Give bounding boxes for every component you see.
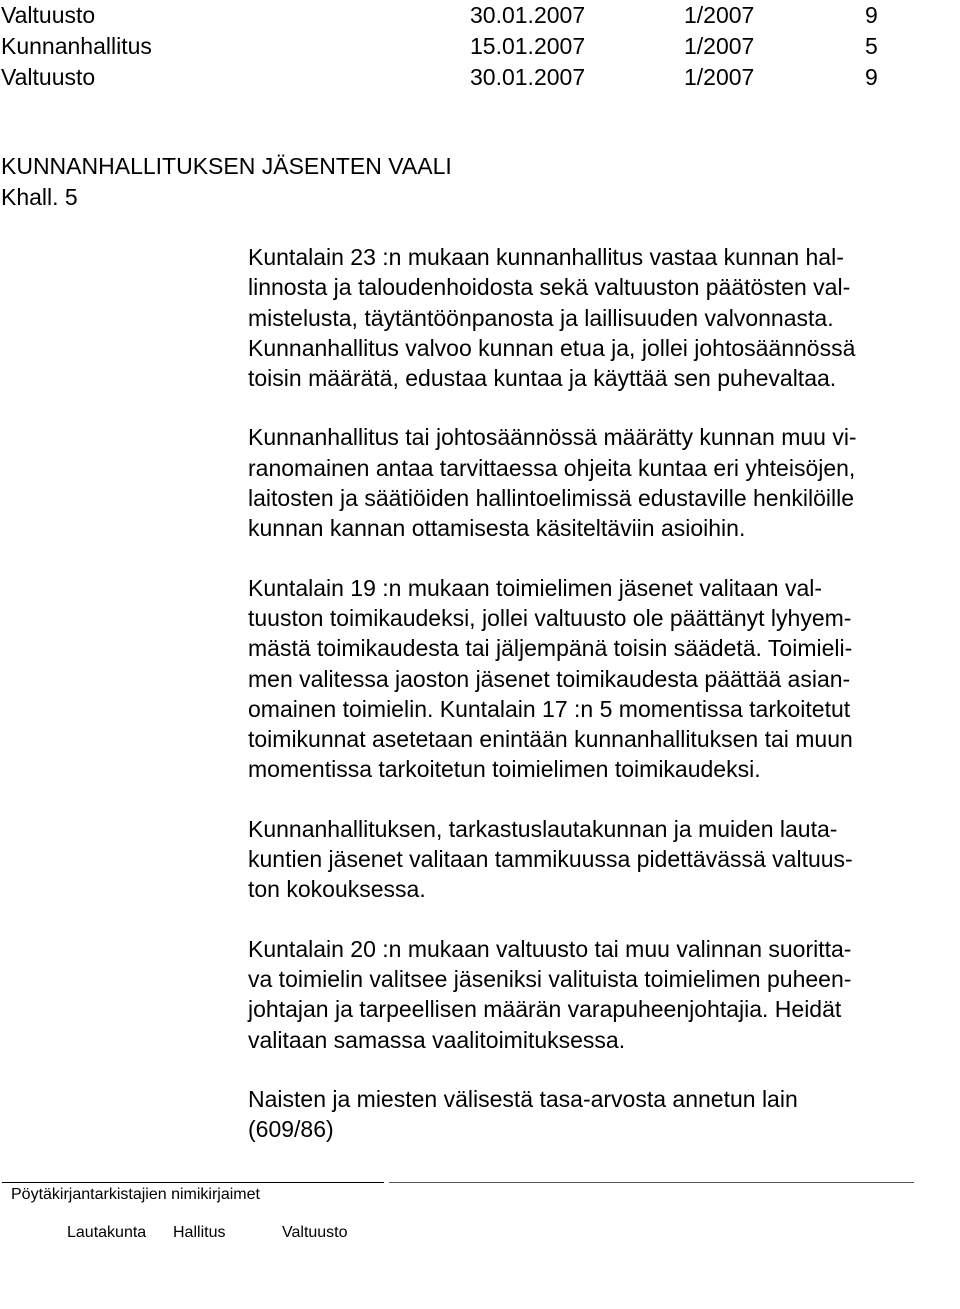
paragraph-ohjeet	[248, 422, 960, 543]
text-line: ton kokouksessa.	[248, 876, 426, 903]
history-date: 30.01.2007	[470, 64, 586, 90]
text-line: kunnan kannan ottamisesta käsiteltäviin asioihin.	[248, 515, 746, 542]
text-line: tuuston toimikaudeksi, jollei valtuusto ole päättänyt lyhyem-	[248, 604, 852, 631]
history-number: 1/2007	[684, 64, 755, 90]
paragraph-tasa-arvolaki	[248, 1084, 960, 1145]
text-line: ranomainen antaa tarvittaessa ohjeita kuntaa eri yhteisöjen,	[248, 454, 856, 481]
text-line: men valitessa jaoston jäsenet toimikaudesta päättää asian-	[248, 665, 851, 692]
paragraph-jasenvaali	[248, 814, 960, 905]
text-line: omainen toimielin. Kuntalain 17 :n 5 momentissa tarkoitetut	[248, 695, 851, 722]
paragraph-kuntalaki-20	[248, 934, 960, 1055]
footer-column-hallitus: Hallitus	[173, 1224, 226, 1241]
history-body: Valtuusto	[1, 64, 96, 90]
section-title: KUNNANHALLITUKSEN JÄSENTEN VAALI	[1, 153, 452, 179]
history-date: 15.01.2007	[470, 33, 586, 59]
text-line: va toimielin valitsee jäseniksi valituista toimielimen puheen-	[248, 965, 852, 992]
text-line: Kuntalain 20 :n mukaan valtuusto tai muu valinnan suoritta-	[248, 935, 852, 962]
text-line: linnosta ja taloudenhoidosta sekä valtuuston päätösten val-	[248, 274, 851, 301]
history-date: 30.01.2007	[470, 2, 586, 28]
history-body: Kunnanhallitus	[1, 33, 152, 59]
paragraph-kuntalaki-19	[248, 573, 960, 785]
paragraph-kuntalaki-23	[248, 242, 960, 393]
footer-divider-right	[389, 1182, 914, 1183]
text-line: Kuntalain 19 :n mukaan toimielimen jäsenet valitaan val-	[248, 574, 823, 601]
section-body	[248, 242, 960, 1173]
text-line: Kunnanhallitus tai johtosäännössä määrätty kunnan muu vi-	[248, 424, 857, 451]
text-line: Kunnanhallitus valvoo kunnan etua ja, jollei johtosäännössä	[248, 334, 856, 361]
text-line: Naisten ja miesten välisestä tasa-arvosta annetun lain	[248, 1085, 798, 1112]
text-line: kuntien jäsenet valitaan tammikuussa pidettävässä valtuus-	[248, 846, 853, 873]
text-line: johtajan ja tarpeellisen määrän varapuheenjohtajia. Heidät	[248, 996, 842, 1023]
text-line: Kunnanhallituksen, tarkastuslautakunnan ja muiden lauta-	[248, 815, 838, 842]
text-line: valitaan samassa vaalitoimituksessa.	[248, 1026, 626, 1053]
history-section: 9	[865, 64, 878, 90]
text-line: (609/86)	[248, 1116, 334, 1143]
footer-column-valtuusto: Valtuusto	[282, 1224, 348, 1241]
text-line: momentissa tarkoitetun toimielimen toimikaudeksi.	[248, 756, 761, 783]
history-section: 9	[865, 2, 878, 28]
history-section: 5	[865, 33, 878, 59]
footer-initials-label: Pöytäkirjantarkistajien nimikirjaimet	[11, 1186, 260, 1203]
history-number: 1/2007	[684, 2, 755, 28]
footer-column-lautakunta: Lautakunta	[67, 1224, 147, 1241]
history-number: 1/2007	[684, 33, 755, 59]
history-body: Valtuusto	[1, 2, 96, 28]
text-line: mästä toimikaudesta tai jäljempänä toisin säädetä. Toimieli-	[248, 635, 853, 662]
footer-divider-left	[2, 1182, 384, 1183]
text-line: laitosten ja säätiöiden hallintoelimissä edustaville henkilöille	[248, 485, 855, 512]
text-line: mistelusta, täytäntöönpanosta ja laillisuuden valvonnasta.	[248, 304, 834, 331]
text-line: toimikunnat asetetaan enintään kunnanhallituksen tai muun	[248, 726, 853, 753]
text-line: toisin määrätä, edustaa kuntaa ja käyttää sen puhevaltaa.	[248, 365, 837, 392]
text-line: Kuntalain 23 :n mukaan kunnanhallitus vastaa kunnan hal-	[248, 244, 844, 270]
section-reference: Khall. 5	[1, 184, 78, 210]
